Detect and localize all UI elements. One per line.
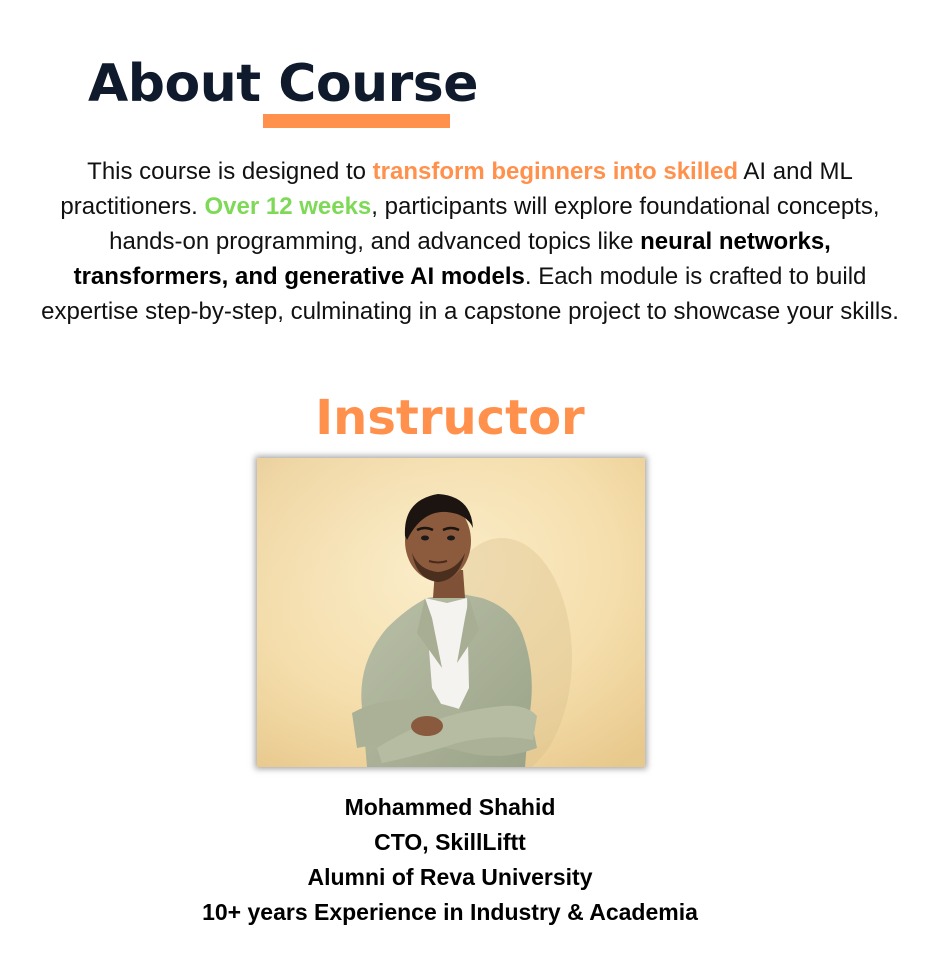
description-highlight-green: Over 12 weeks	[204, 193, 372, 220]
instructor-name: Mohammed Shahid	[344, 794, 556, 820]
page-title	[88, 52, 478, 116]
description-text-1: This course is designed to	[87, 158, 373, 185]
description-highlight-orange: transform beginners into skilled	[372, 158, 739, 185]
about-title-word1: About	[88, 54, 261, 114]
instructor-alumni: Alumni of Reva University	[307, 864, 593, 890]
description-text-2: AI and ML practitioners.	[60, 158, 853, 220]
instructor-portrait-image	[257, 458, 645, 767]
instructor-photo	[257, 458, 645, 767]
course-description	[40, 154, 900, 329]
instructor-experience: 10+ years Experience in Industry & Academia	[202, 899, 698, 925]
instructor-details	[0, 790, 900, 930]
about-title-word2: Course	[278, 54, 478, 114]
description-highlight-bold: neural networks, transformers, and generative AI models	[73, 228, 831, 290]
description-text-4: . Each module is crafted to build expertise step-by-step, culminating in a capstone project to showcase your skills.	[41, 263, 899, 325]
instructor-heading: Instructor	[315, 390, 585, 446]
instructor-role: CTO, SkillLiftt	[374, 829, 526, 855]
description-text-3: , participants will explore foundational concepts, hands-on programming, and advanced topics like	[109, 193, 880, 255]
title-underline-accent	[263, 114, 450, 128]
